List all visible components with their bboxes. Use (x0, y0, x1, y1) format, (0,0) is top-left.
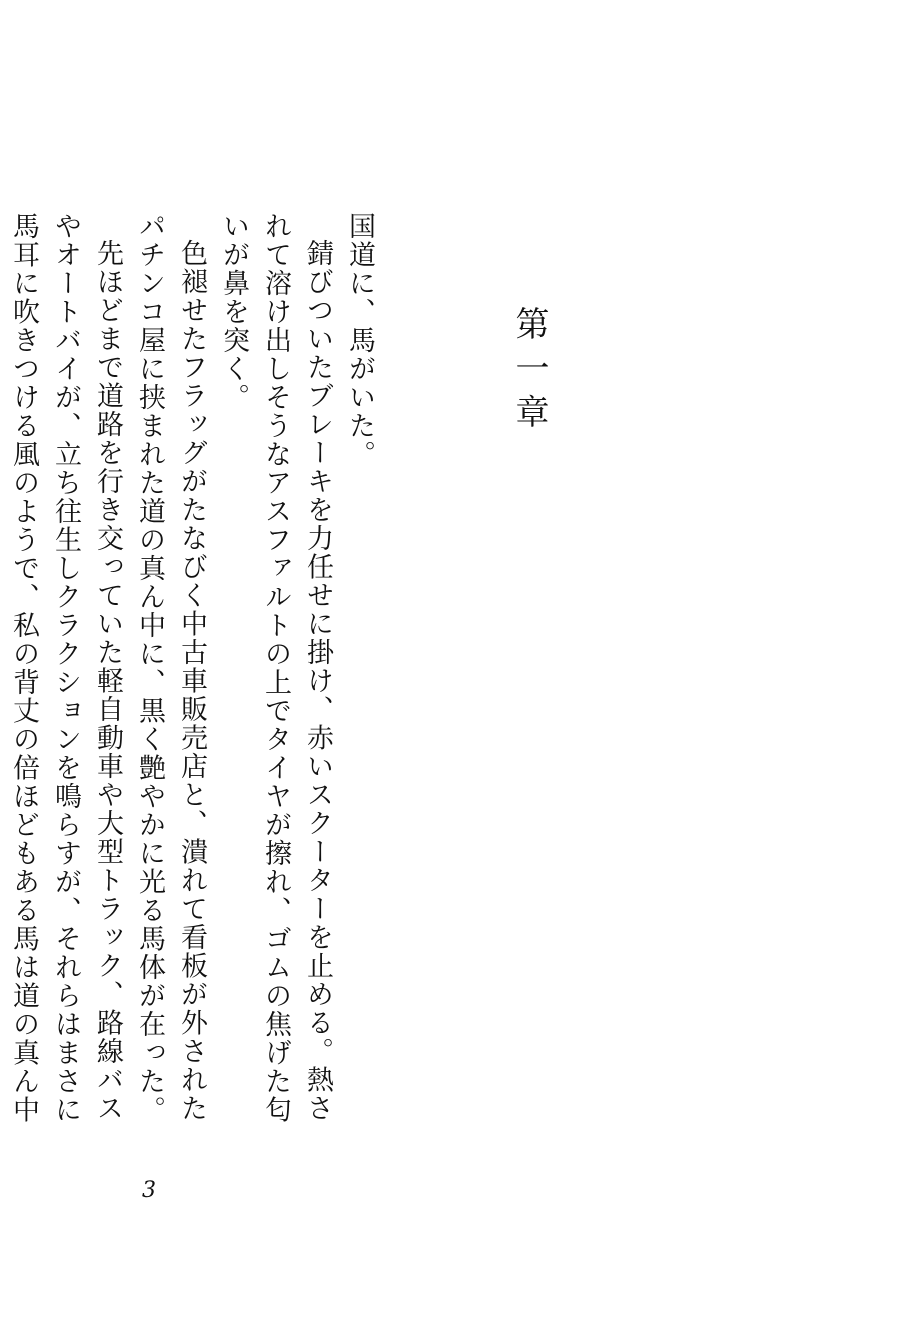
body-text (8, 212, 380, 1132)
paragraph-4: 先ほどまで道路を行き交っていた軽自動車や大型トラック、路線バスやオートバイが、立ち往生しクラクションを鳴らすが、それらはまさに馬耳に吹きつける風のようで、私の背丈の倍ほどもある馬は道の真ん中 (8, 212, 123, 1124)
paragraph-3: 色褪せたフラッグがたなびく中古車販売店と、潰れて看板が外されたパチンコ屋に挟まれた道の真ん中に、黒く艶やかに光る馬体が在った。 (134, 212, 207, 1124)
paragraph-1: 国道に、馬がいた。 (344, 212, 375, 469)
chapter-title: 第一章 (509, 306, 549, 438)
paragraph-2: 錆びついたブレーキを力任せに掛け、赤いスクーターを止める。熱されて溶け出しそうなアスファルトの上でタイヤが擦れ、ゴムの焦げた匂いが鼻を突く。 (218, 212, 333, 1124)
page-number: 3 (142, 1178, 156, 1203)
